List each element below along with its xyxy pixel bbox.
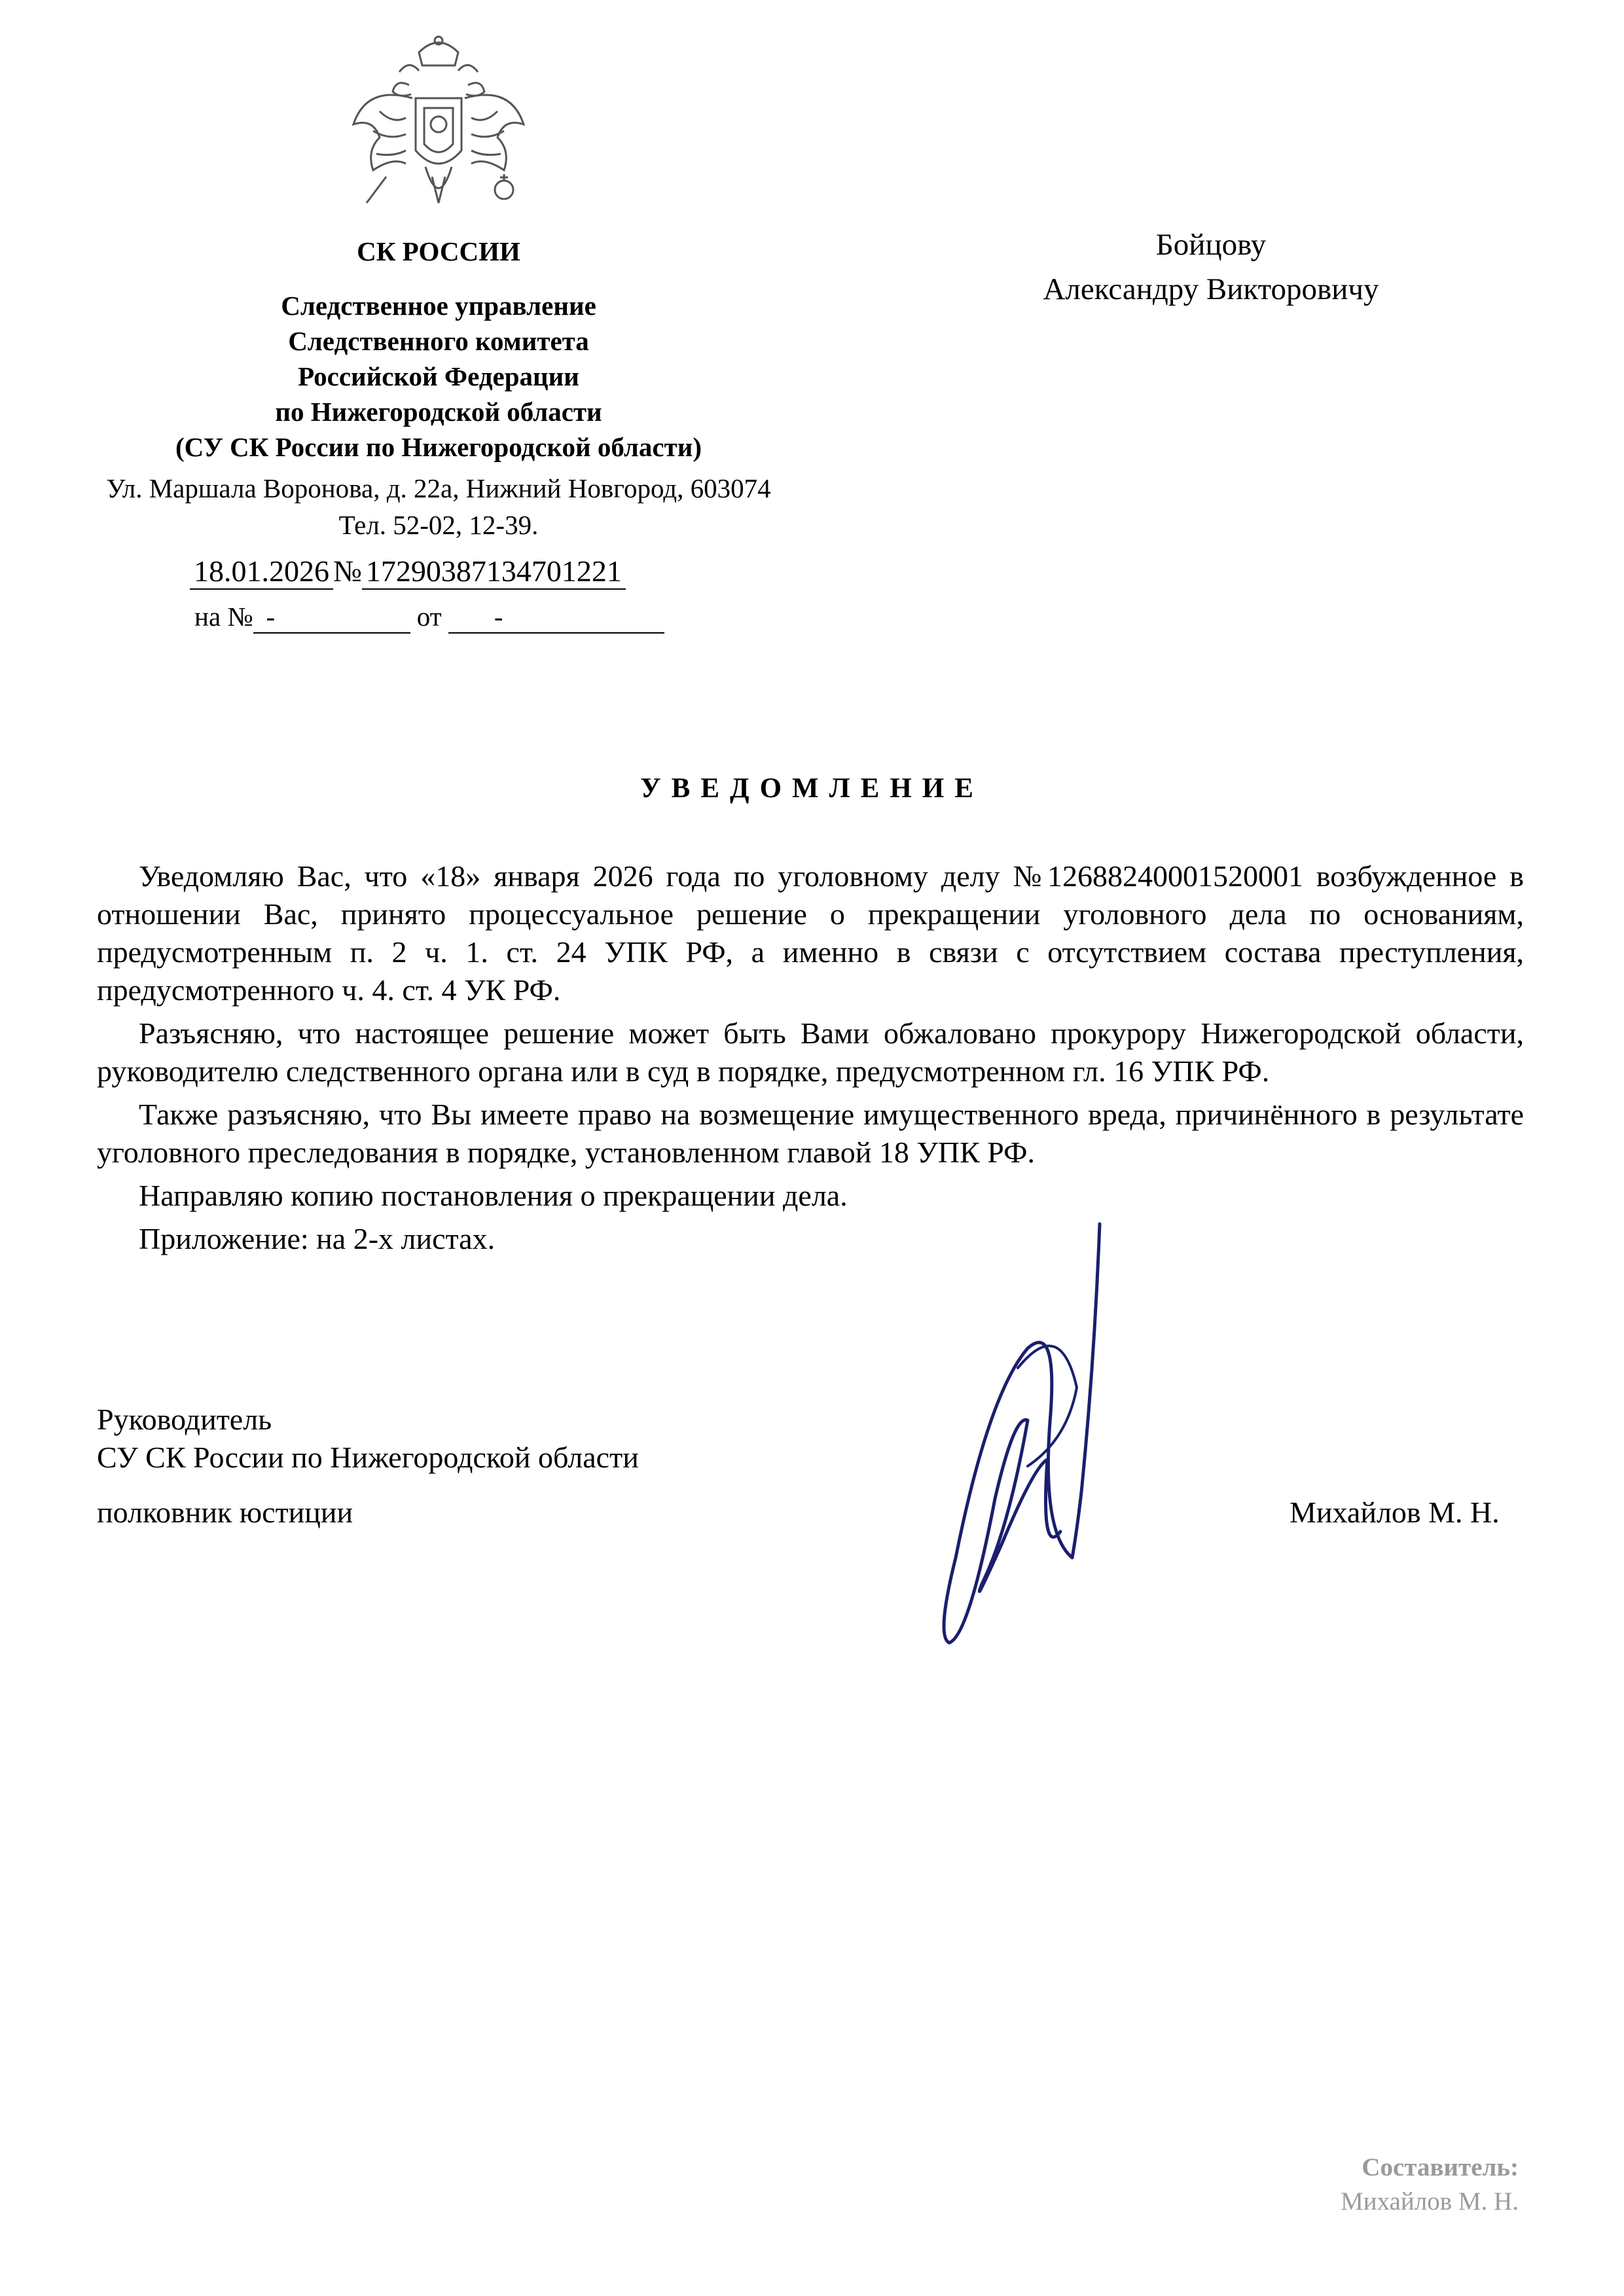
org-contacts xyxy=(52,470,825,543)
org-line: Следственное управление xyxy=(281,291,596,321)
compiler-name: Михайлов М. Н. xyxy=(1341,2187,1519,2215)
signer-rank: полковник юстиции xyxy=(97,1496,353,1529)
registration-line xyxy=(190,554,626,590)
handwritten-signature xyxy=(910,1217,1172,1662)
org-phone: Тел. 52-02, 12-39. xyxy=(338,510,539,540)
reply-number: - xyxy=(253,601,410,634)
body-paragraph: Направляю копию постановления о прекращении дела. xyxy=(139,1179,848,1212)
body-paragraph: Приложение: на 2-х листах. xyxy=(139,1222,496,1255)
addressee xyxy=(975,223,1447,312)
registration-date: 18.01.2026 xyxy=(190,554,333,590)
coat-of-arms-emblem xyxy=(340,26,537,223)
addressee-surname: Бойцову xyxy=(1155,228,1267,262)
reply-prefix: на № xyxy=(194,601,253,632)
reply-date: - xyxy=(448,601,664,634)
document-title: УВЕДОМЛЕНИЕ xyxy=(640,773,984,804)
registration-number: 17290387134701221 xyxy=(362,554,626,590)
document-body xyxy=(97,857,1524,1263)
registration-number-prefix: № xyxy=(333,554,362,588)
org-line: Следственного комитета xyxy=(288,326,589,356)
org-line: Российской Федерации xyxy=(298,361,579,391)
org-short-name: СК РОССИИ xyxy=(357,236,520,266)
org-line: (СУ СК России по Нижегородской области) xyxy=(175,432,702,462)
compiler-info xyxy=(1178,2151,1519,2219)
signer-name: Михайлов М. Н. xyxy=(1290,1496,1500,1529)
org-full-name xyxy=(105,288,772,465)
signer-role-line2: СУ СК России по Нижегородской области xyxy=(97,1441,639,1474)
reply-from-label: от xyxy=(416,601,442,632)
reply-reference-line xyxy=(194,601,664,634)
org-line: по Нижегородской области xyxy=(275,397,602,427)
body-paragraph: Разъясняю, что настоящее решение может быть Вами обжаловано прокурору Нижегородской области, руководителю следственного органа или в суд в порядке, предусмотренном гл. 16 УПК РФ. xyxy=(97,1016,1524,1088)
org-address: Ул. Маршала Воронова, д. 22а, Нижний Новгород, 603074 xyxy=(106,473,771,503)
compiler-label: Составитель: xyxy=(1362,2153,1519,2181)
body-paragraph: Также разъясняю, что Вы имеете право на возмещение имущественного вреда, причинённого в результате уголовного преследования в порядке, установленном главой 18 УПК РФ. xyxy=(97,1098,1524,1169)
addressee-name: Александру Викторовичу xyxy=(1043,272,1379,306)
signer-role-line1: Руководитель xyxy=(97,1403,272,1436)
body-paragraph: Уведомляю Вас, что «18» января 2026 года по уголовному делу №12688240001520001 возбужденное в отношении Вас, принято процессуальное решение о прекращении уголовного дела по основаниям, предусмотренным п. 2 ч. 1. ст. 24 УПК РФ, а именно в связи с отсутствием состава преступления, предусмотренного ч. 4. ст. 4 УК РФ. xyxy=(97,859,1524,1007)
